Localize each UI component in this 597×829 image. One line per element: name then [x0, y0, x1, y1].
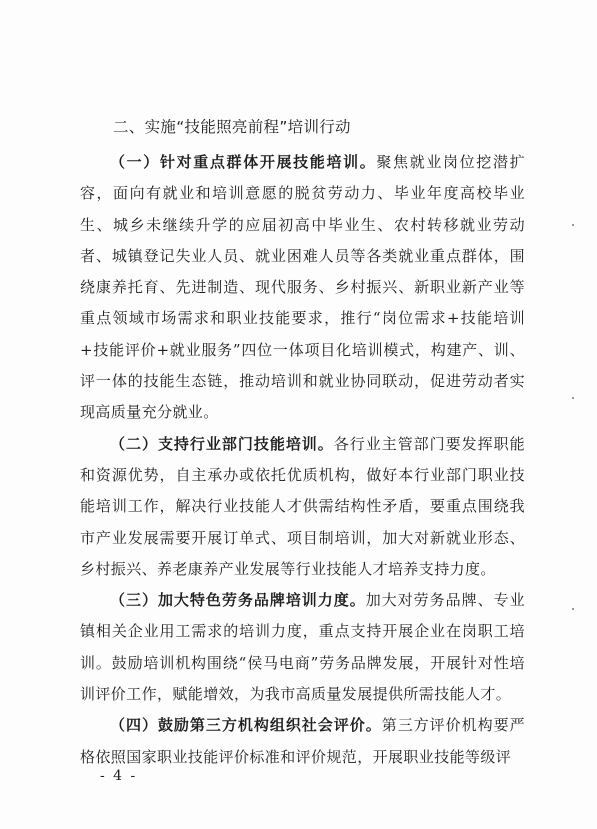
paragraph-4-text: 第三方评价机构要严格依照国家职业技能评价标准和评价规范，开展职业技能等级评 — [80, 716, 525, 766]
document-body — [80, 147, 525, 773]
paragraph-1 — [80, 147, 525, 429]
paragraph-2 — [80, 429, 525, 585]
scan-dot — [572, 397, 574, 399]
scan-dot — [572, 224, 574, 226]
paragraph-4-lead: （四）鼓励第三方机构组织社会评价。 — [110, 716, 382, 735]
paragraph-1-lead: （一）针对重点群体开展技能培训。 — [110, 153, 377, 171]
page-number: - 4 - — [100, 768, 138, 784]
paragraph-2-text: 各行业主管部门要发挥职能和资源优势，自主承办或依托优质机构，做好本行业部门职业技能培训工作，解决行业技能人才供需结构性矛盾，要重点围绕我市产业发展需要开展订单式、项目制培训，加大对新就业形态、乡村振兴、养老康养产业发展等行业技能人才培养支持力度。 — [80, 434, 525, 578]
paragraph-2-lead: （二）支持行业部门技能培训。 — [110, 434, 334, 453]
section-heading: 二、实施“技能照亮前程”培训行动 — [113, 118, 351, 136]
paragraph-1-text: 聚焦就业岗位挖潜扩容，面向有就业和培训意愿的脱贫劳动力、毕业年度高校毕业生、城乡未继续升学的应届初高中毕业生、农村转移就业劳动者、城镇登记失业人员、就业困难人员等各类就业重点群体，围绕康养托育、先进制造、现代服务、乡村振兴、新职业新产业等重点领域市场需求和职业技能要求，推行“岗位需求+技能培训+技能评价+就业服务”四位一体项目化培训模式，构建产、训、评一体的技能生态链，推动培训和就业协同联动，促进劳动者实现高质量充分就业。 — [80, 153, 526, 422]
paragraph-3 — [80, 585, 525, 710]
scan-dot — [572, 608, 574, 610]
paragraph-3-lead: （三）加大特色劳务品牌培训力度。 — [110, 591, 366, 610]
paragraph-3-text: 加大对劳务品牌、专业镇相关企业用工需求的培训力度，重点支持开展企业在岗职工培训。鼓励培训机构围绕“侯马电商”劳务品牌发展，开展针对性培训评价工作，赋能增效，为我市高质量发展提供所需技能人才。 — [80, 591, 525, 704]
paragraph-4 — [80, 710, 525, 773]
